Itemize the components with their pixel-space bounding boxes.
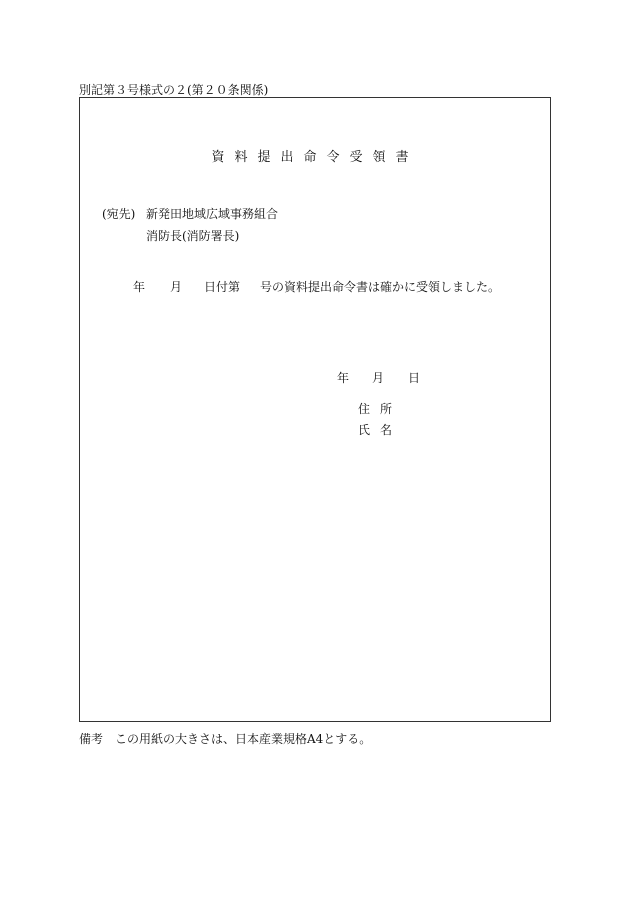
- footer-note: 備考 この用紙の大きさは、日本産業規格A4とする。: [79, 732, 372, 746]
- document-title: 資料提出命令受領書: [211, 150, 419, 165]
- date-year-label: 年: [337, 371, 350, 385]
- date-day-label: 日: [408, 371, 421, 385]
- body-day-label: 日付第: [204, 280, 241, 294]
- body-month-label: 月: [170, 280, 183, 294]
- signature-name-label: 氏名: [358, 423, 403, 437]
- body-statement: 号の資料提出命令書は確かに受領しました。: [260, 280, 501, 294]
- addressee-prefix: (宛先): [102, 207, 136, 221]
- form-reference: 別記第３号様式の２(第２０条関係): [79, 83, 269, 97]
- addressee-organization: 新発田地域広域事務組合: [146, 207, 279, 221]
- addressee-title: 消防長(消防署長): [146, 229, 240, 243]
- body-year-label: 年: [133, 280, 146, 294]
- date-month-label: 月: [372, 371, 385, 385]
- signature-address-label: 住所: [358, 402, 403, 416]
- form-frame: [79, 97, 551, 722]
